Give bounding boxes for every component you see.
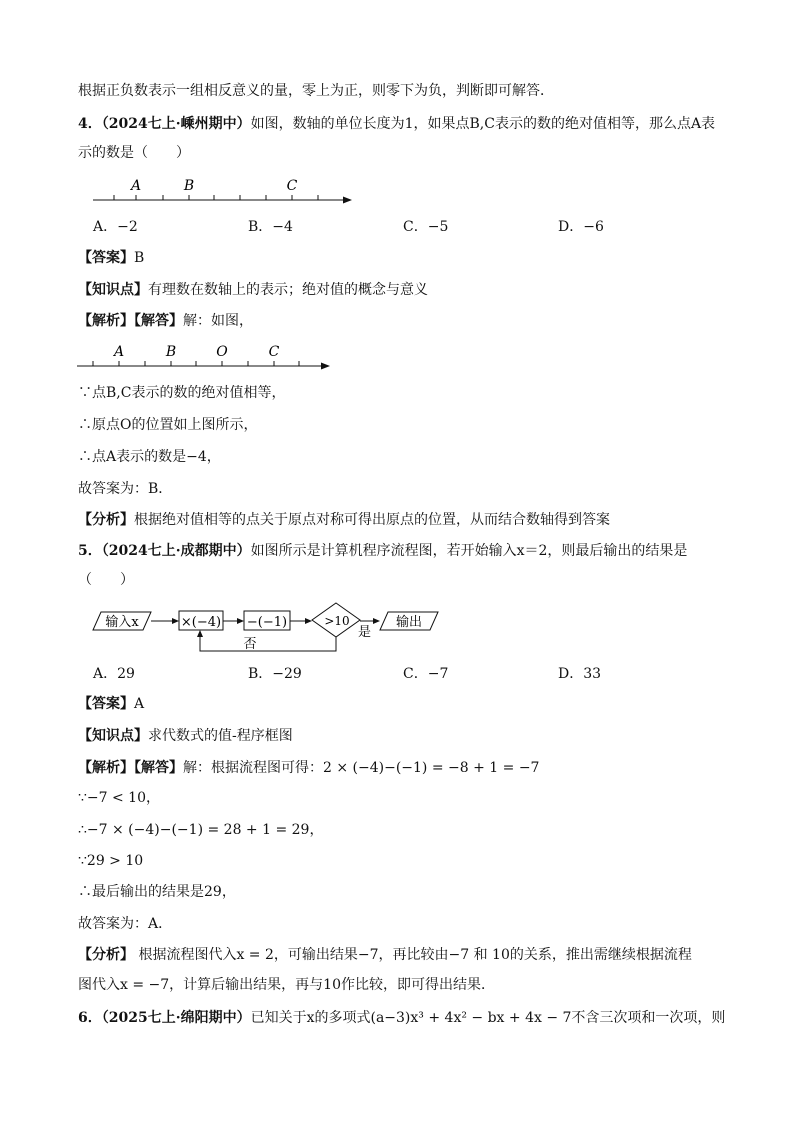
q4-fenxi	[78, 510, 610, 530]
q6-stem-line1	[78, 1008, 725, 1028]
q4-knowledge-text: 有理数在数轴上的表示；绝对值的概念与意义	[148, 282, 428, 298]
flow-output-label: 输出	[395, 615, 423, 630]
q5-option-d: D．33	[558, 666, 602, 682]
flow-multiply-label: ×(−4)	[180, 615, 222, 630]
q5-option-b: B．−29	[248, 666, 302, 682]
axis2-label-c: C	[268, 344, 280, 360]
axis1-label-c: C	[286, 178, 298, 194]
q4-number: 4．	[78, 116, 102, 132]
q6-source: （2025七上·绵阳期中）	[101, 1010, 251, 1026]
q5-step-1: ∵−7 < 10，	[78, 790, 160, 806]
q5-analysis	[78, 758, 539, 778]
q5-step-4: ∴最后输出的结果是29，	[78, 884, 236, 900]
q4-step-2: ∴原点O的位置如上图所示，	[78, 417, 258, 433]
q5-step-5: 故答案为：A．	[78, 916, 173, 932]
q5-stem: 如图所示是计算机程序流程图，若开始输入x＝2，则最后输出的结果是	[250, 543, 688, 559]
q5-step-3: ∵29 > 10	[78, 853, 144, 869]
q4-answer	[78, 248, 144, 268]
q4-knowledge	[78, 280, 428, 300]
q4-stem: 如图，数轴的单位长度为1，如果点B,C表示的数的绝对值相等，那么点A表	[250, 116, 716, 132]
axis1-label-b: B	[183, 178, 195, 194]
q4-analysis-intro: 解：如图，	[183, 313, 253, 329]
q4-option-b: B．−4	[248, 219, 293, 235]
q4-knowledge-tag: 【知识点】	[78, 282, 148, 298]
q5-answer-value: A	[134, 696, 145, 712]
q6-number: 6．	[78, 1010, 102, 1026]
q4-step-4: 故答案为：B．	[78, 481, 173, 497]
q4-answer-value: B	[134, 250, 145, 266]
flow-yes-label: 是	[358, 625, 372, 640]
program-flowchart	[92, 600, 452, 660]
intro-text: 根据正负数表示一组相反意义的量，零上为正，则零下为负，判断即可解答．	[78, 83, 554, 99]
q4-option-c: C．−5	[403, 219, 449, 235]
q4-analysis	[78, 311, 253, 331]
number-line-1	[90, 174, 380, 214]
q5-source: （2024七上·成都期中）	[101, 543, 251, 559]
q5-fenxi-tag: 【分析】	[78, 947, 134, 963]
flow-no-label: 否	[243, 637, 257, 652]
q4-fenxi-tag: 【分析】	[78, 512, 134, 528]
q5-knowledge-text: 求代数式的值-程序框图	[148, 728, 293, 744]
q4-fenxi-text: 根据绝对值相等的点关于原点对称可得出原点的位置，从而结合数轴得到答案	[134, 512, 610, 528]
q4-answer-tag: 【答案】	[78, 250, 134, 266]
q4-option-d: D．−6	[558, 219, 604, 235]
q5-answer-tag: 【答案】	[78, 696, 134, 712]
axis2-label-b: B	[165, 344, 177, 360]
q4-step-3: ∴点A表示的数是−4，	[78, 449, 221, 465]
q5-option-c: C．−7	[403, 666, 449, 682]
q5-step-2: ∴−7 × (−4)−(−1) = 28 + 1 = 29，	[78, 822, 324, 838]
q5-analysis-tag: 【解析】【解答】	[78, 760, 183, 776]
axis2-label-a: A	[113, 344, 125, 360]
q5-answer	[78, 694, 144, 714]
flow-subtract-label: −(−1)	[246, 615, 288, 630]
number-line-2	[74, 340, 344, 380]
q5-knowledge	[78, 726, 293, 746]
q4-source: （2024七上·嵊州期中）	[101, 116, 251, 132]
q4-analysis-tag: 【解析】【解答】	[78, 313, 183, 329]
q5-stem-line1	[78, 541, 687, 561]
q4-step-1: ∵点B,C表示的数的绝对值相等，	[78, 385, 286, 401]
q5-knowledge-tag: 【知识点】	[78, 728, 148, 744]
q5-stem-line2: （ ）	[78, 572, 134, 588]
flow-input-label: 输入x	[105, 615, 139, 630]
flow-compare-label: >10	[324, 614, 350, 628]
q5-fenxi	[78, 945, 692, 965]
axis1-label-a: A	[130, 178, 142, 194]
q4-stem-line1	[78, 114, 715, 134]
q5-analysis-intro: 解：根据流程图可得：2 × (−4)−(−1) = −8 + 1 = −7	[183, 760, 540, 776]
q6-stem: 已知关于x的多项式(a−3)x³ + 4x² − bx + 4x − 7不含三次项和一次项，则	[250, 1010, 726, 1026]
q5-fenxi-text: 根据流程图代入x = 2，可输出结果−7，再比较由−7 和 10的关系，推出需继续根据流程	[134, 947, 692, 963]
axis2-label-o: O	[216, 344, 228, 360]
q4-stem-line2: 示的数是（ ）	[78, 145, 190, 161]
q5-fenxi-line2: 图代入x = −7，计算后输出结果，再与10作比较，即可得出结果．	[78, 977, 495, 993]
q5-option-a: A．29	[93, 666, 135, 682]
q5-number: 5．	[78, 543, 102, 559]
q4-option-a: A．−2	[93, 219, 138, 235]
